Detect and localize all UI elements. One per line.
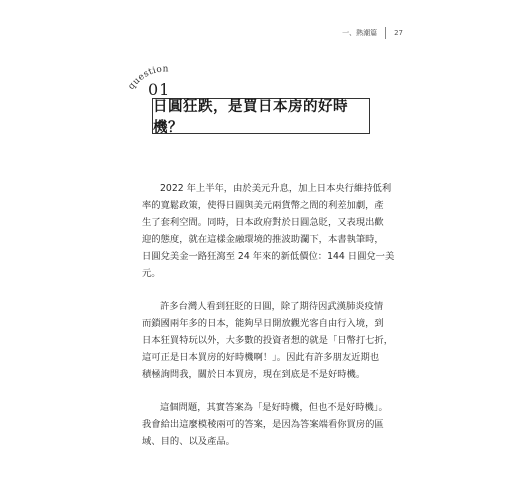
text-line: 生了套利空間。同時，日本政府對於日圓急貶，又表現出歡 <box>142 217 384 228</box>
text-line: 域、目的、以及產品。 <box>142 436 235 447</box>
section-title: 一、熱潮篇 <box>342 29 378 37</box>
text-line: 而鎖國兩年多的日本，能夠早日開放觀光客自由行入境，到 <box>142 318 384 329</box>
paragraph-3 <box>142 399 386 450</box>
header-divider <box>385 27 386 39</box>
text-line: 這可正是日本買房的好時機啊！」。因此有許多朋友近期也 <box>142 352 380 363</box>
question-label-text: question <box>126 64 169 92</box>
paragraph-1 <box>142 180 395 282</box>
text-line: 我會給出這麼模稜兩可的答案，是因為答案端看你買房的區 <box>142 419 384 430</box>
body-text <box>142 180 395 450</box>
running-header <box>342 27 403 39</box>
text-line: 迎的態度，就在這樣金融環境的推波助瀾下，本書執筆時， <box>142 234 384 245</box>
text-line: 積極詢問我，關於日本買房，現在到底是不是好時機。 <box>142 369 366 380</box>
text-line: 2022 年上半年，由於美元升息，加上日本央行維持低利 <box>160 183 392 194</box>
text-line: 率的寬鬆政策，使得日圓與美元兩貨幣之間的利差加劇，產 <box>142 200 384 211</box>
text-line: 這個問題，其實答案為「是好時機，但也不是好時機」。 <box>160 402 388 413</box>
text-line: 元。 <box>142 268 161 279</box>
question-title: 日圓狂跌，是買日本房的好時機？ <box>153 98 348 136</box>
question-title-box <box>152 98 370 134</box>
page-number: 27 <box>394 29 403 37</box>
text-line: 日圓兌美金一路狂瀉至 24 年來的新低價位：144 日圓兌一美 <box>142 251 395 262</box>
text-line: 日本狂買特玩以外，大多數的投資者想的就是「日幣打七折， <box>142 335 394 346</box>
text-line: 許多台灣人看到狂貶的日圓，除了期待因武漢肺炎疫情 <box>160 301 384 312</box>
paragraph-2 <box>142 298 394 383</box>
question-number: 01 <box>148 80 171 99</box>
